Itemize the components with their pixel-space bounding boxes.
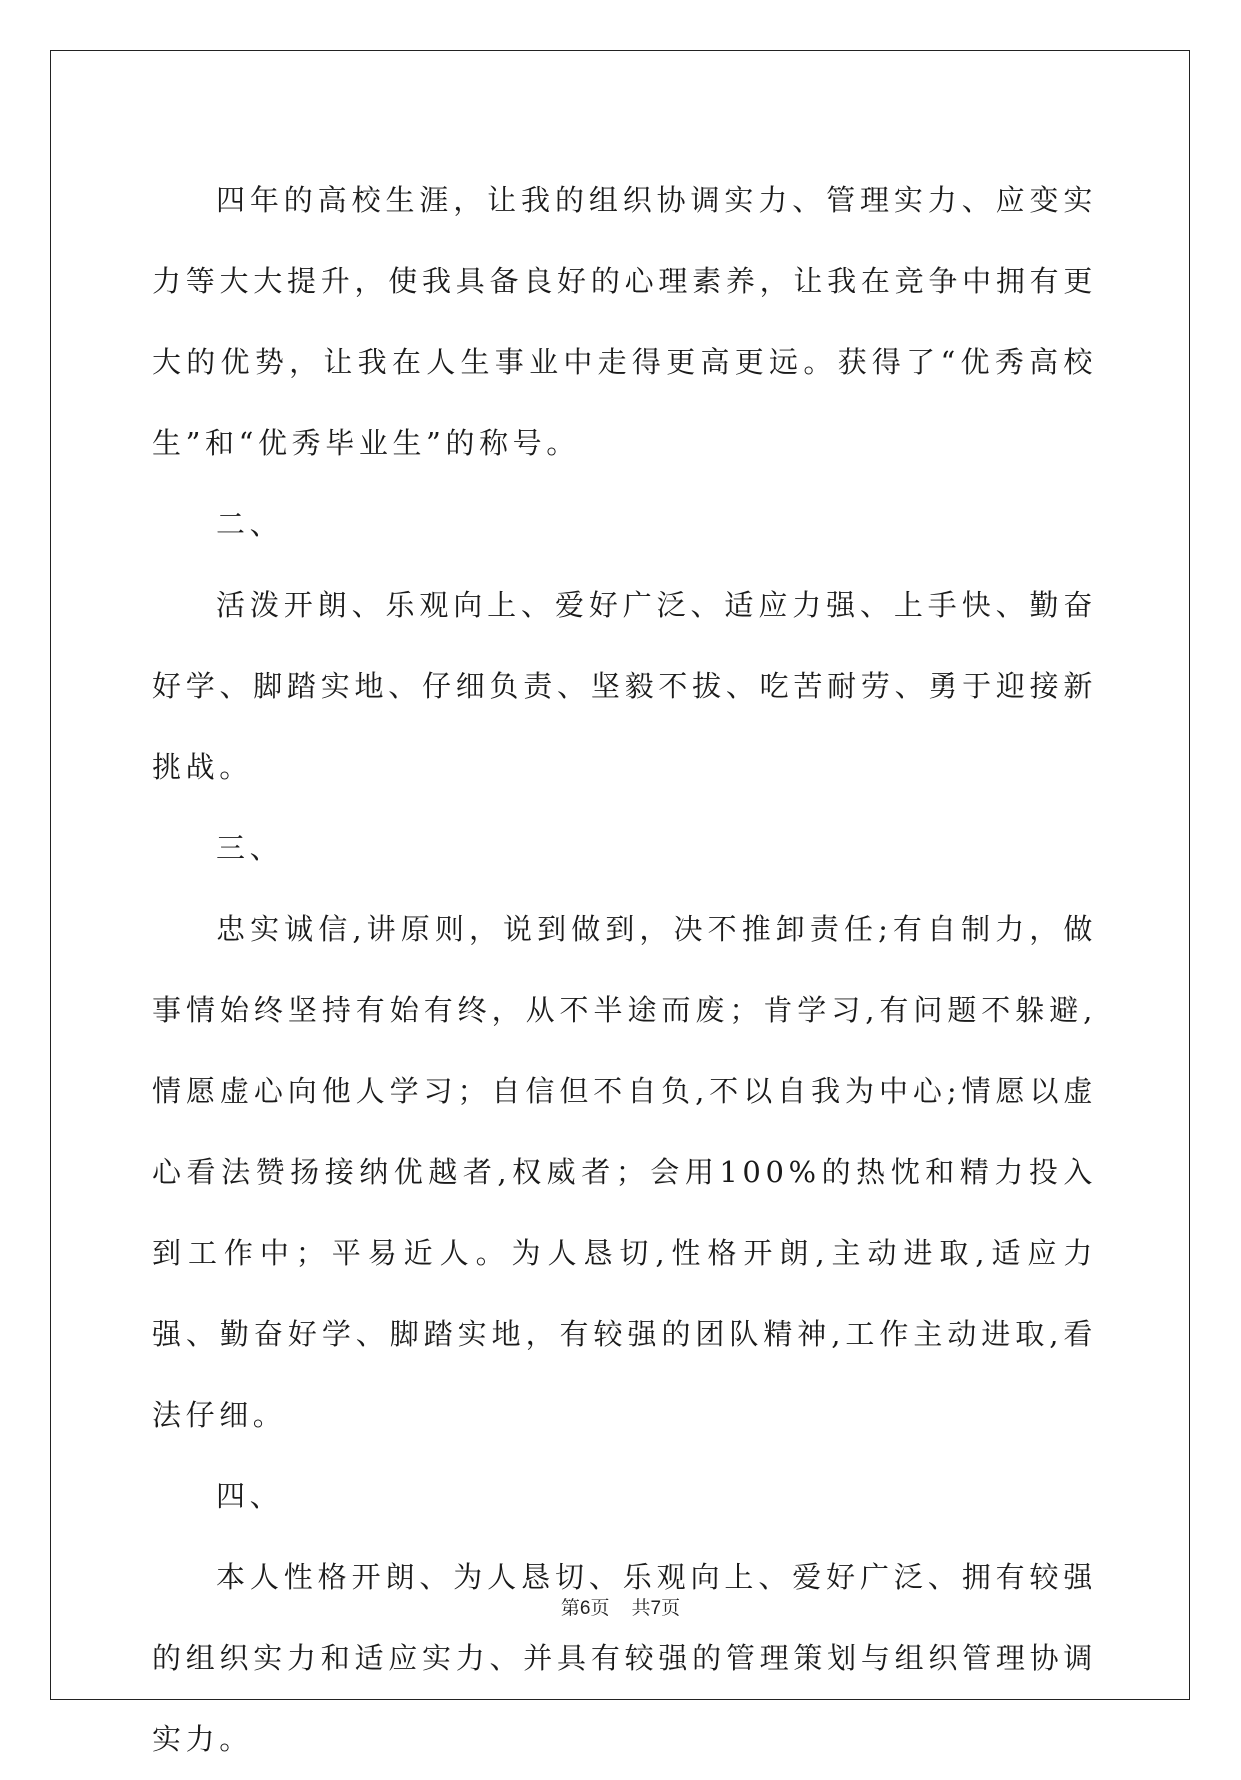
document-body	[152, 160, 1097, 1780]
paragraph-4: 本人性格开朗、为人恳切、乐观向上、爱好广泛、拥有较强的组织实力和适应实力、并具有较强的管理策划与组织管理协调实力。	[152, 1560, 1097, 1756]
page-current: 6	[579, 1598, 591, 1619]
paragraph-2: 活泼开朗、乐观向上、爱好广泛、适应力强、上手快、勤奋好学、脚踏实地、仔细负责、坚毅不拔、吃苦耐劳、勇于迎接新挑战。	[152, 588, 1097, 784]
paragraph-1: 四年的高校生涯，让我的组织协调实力、管理实力、应变实力等大大提升，使我具备良好的心理素养，让我在竞争中拥有更大的优势，让我在人生事业中走得更高更远。获得了“优秀高校生”和“优秀毕业生”的称号。	[152, 183, 1097, 460]
page-prefix: 第	[560, 1597, 580, 1619]
total-suffix: 页	[661, 1597, 681, 1619]
page-total: 7	[650, 1598, 662, 1619]
page-suffix: 页	[590, 1597, 610, 1619]
section-heading-3: 三、	[216, 831, 284, 865]
paragraph-3: 忠实诚信,讲原则，说到做到，决不推卸责任;有自制力，做事情始终坚持有始有终，从不半途而废；肯学习,有问题不躲避,情愿虚心向他人学习；自信但不自负,不以自我为中心;情愿以虚心看法赞扬接纳优越者,权威者；会用100%的热忱和精力投入到工作中；平易近人。为人恳切,性格开朗,主动进取,适应力强、勤奋好学、脚踏实地，有较强的团队精神,工作主动进取,看法仔细。	[152, 912, 1097, 1432]
total-prefix: 共	[631, 1597, 651, 1619]
page-footer	[0, 1593, 1241, 1620]
section-heading-4: 四、	[216, 1479, 284, 1513]
section-heading-2: 二、	[216, 507, 284, 541]
